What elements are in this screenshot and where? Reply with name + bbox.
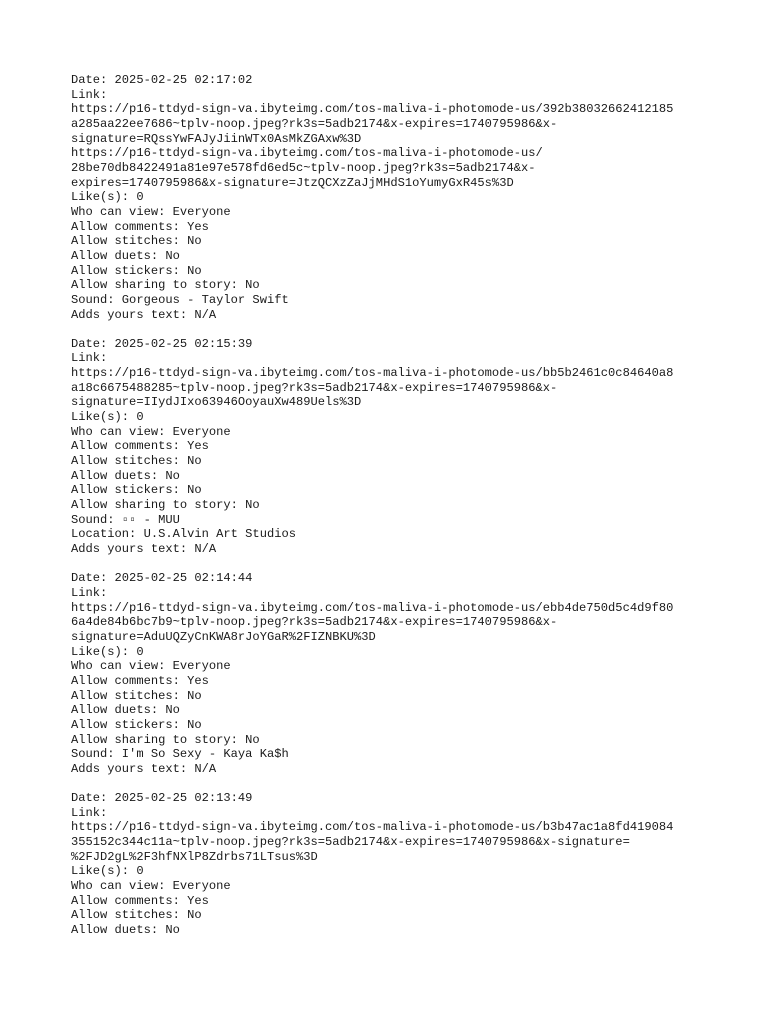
entry-line: https://p16-ttdyd-sign-va.ibyteimg.com/tos-maliva-i-photomode-us/b3b47ac1a8fd419084 — [71, 820, 674, 835]
entry-line: Sound: ▫▫ - MUU — [71, 512, 180, 527]
entry-line: Allow duets: No — [71, 248, 180, 263]
entry-line: a285aa22ee7686~tplv-noop.jpeg?rk3s=5adb2174&x-expires=1740795986&x- — [71, 116, 558, 131]
entry-line: expires=1740795986&x-signature=JtzQCXzZaJjMHdS1oYumyGxR45s%3D — [71, 175, 514, 190]
entry-line: Allow comments: Yes — [71, 219, 209, 234]
entry-line: Allow sharing to story: No — [71, 278, 260, 293]
entry-line: Allow comments: Yes — [71, 673, 209, 688]
entry-line: Allow stickers: No — [71, 263, 202, 278]
entry-line: https://p16-ttdyd-sign-va.ibyteimg.com/tos-maliva-i-photomode-us/bb5b2461c0c84640a8 — [71, 366, 674, 381]
entry-line: signature=IIydJIxo63946OoyauXw489Uels%3D — [71, 395, 362, 410]
entry-line: Date: 2025-02-25 02:13:49 — [71, 791, 253, 806]
entry-line: Allow duets: No — [71, 923, 180, 938]
entry-line: Allow stickers: No — [71, 717, 202, 732]
entry-line: Allow stickers: No — [71, 483, 202, 498]
entry-line: Like(s): 0 — [71, 410, 144, 425]
entry-line: Adds yours text: N/A — [71, 761, 217, 776]
entry-line: 28be70db8422491a81e97e578fd6ed5c~tplv-noop.jpeg?rk3s=5adb2174&x- — [71, 160, 536, 175]
entry-line: Date: 2025-02-25 02:15:39 — [71, 336, 253, 351]
entry-line: Who can view: Everyone — [71, 659, 231, 674]
post-entry-4 — [71, 791, 731, 938]
entry-line: 6a4de84b6bc7b9~tplv-noop.jpeg?rk3s=5adb2174&x-expires=1740795986&x- — [71, 615, 558, 630]
entry-line: Link: — [71, 805, 108, 820]
entry-line: Allow stitches: No — [71, 908, 202, 923]
entry-line: Sound: Gorgeous - Taylor Swift — [71, 292, 289, 307]
entry-line: Allow stitches: No — [71, 688, 202, 703]
post-entry-3 — [71, 571, 731, 776]
entry-line: %2FJD2gL%2F3hfNXlP8Zdrbs71LTsus%3D — [71, 849, 318, 864]
entry-line: Link: — [71, 351, 108, 366]
entry-line: signature=AduUQZyCnKWA8rJoYGaR%2FIZNBKU%3D — [71, 629, 376, 644]
post-entry-2 — [71, 337, 731, 557]
entry-line: Like(s): 0 — [71, 644, 144, 659]
entry-line: Who can view: Everyone — [71, 424, 231, 439]
entry-line: Link: — [71, 585, 108, 600]
entry-line: Allow sharing to story: No — [71, 498, 260, 513]
entry-line: Allow stitches: No — [71, 454, 202, 469]
entry-line: 355152c344c11a~tplv-noop.jpeg?rk3s=5adb2174&x-expires=1740795986&x-signature= — [71, 835, 630, 850]
entry-line: https://p16-ttdyd-sign-va.ibyteimg.com/tos-maliva-i-photomode-us/ — [71, 146, 543, 161]
entry-line: Allow stitches: No — [71, 234, 202, 249]
entry-line: Who can view: Everyone — [71, 204, 231, 219]
entry-line: Date: 2025-02-25 02:14:44 — [71, 571, 253, 586]
entry-line: Like(s): 0 — [71, 190, 144, 205]
entry-line: Adds yours text: N/A — [71, 307, 217, 322]
entry-line: Date: 2025-02-25 02:17:02 — [71, 73, 253, 87]
entry-line: Like(s): 0 — [71, 864, 144, 879]
entry-line: Allow sharing to story: No — [71, 732, 260, 747]
document-body — [71, 73, 731, 952]
entry-line: Location: U.S.Alvin Art Studios — [71, 527, 296, 542]
post-entry-1 — [71, 73, 731, 322]
entry-line: Adds yours text: N/A — [71, 541, 217, 556]
entry-line: signature=RQssYwFAJyJiinWTx0AsMkZGAxw%3D — [71, 131, 362, 146]
entry-line: Allow duets: No — [71, 468, 180, 483]
entry-line: Who can view: Everyone — [71, 879, 231, 894]
entry-line: https://p16-ttdyd-sign-va.ibyteimg.com/tos-maliva-i-photomode-us/392b38032662412185 — [71, 102, 674, 117]
entry-line: Allow comments: Yes — [71, 893, 209, 908]
entry-line: Sound: I'm So Sexy - Kaya Ka$h — [71, 747, 289, 762]
entry-line: https://p16-ttdyd-sign-va.ibyteimg.com/tos-maliva-i-photomode-us/ebb4de750d5c4d9f80 — [71, 600, 674, 615]
entry-line: Allow duets: No — [71, 703, 180, 718]
entry-line: Allow comments: Yes — [71, 439, 209, 454]
entry-line: a18c6675488285~tplv-noop.jpeg?rk3s=5adb2174&x-expires=1740795986&x- — [71, 380, 558, 395]
entry-line: Link: — [71, 87, 108, 102]
